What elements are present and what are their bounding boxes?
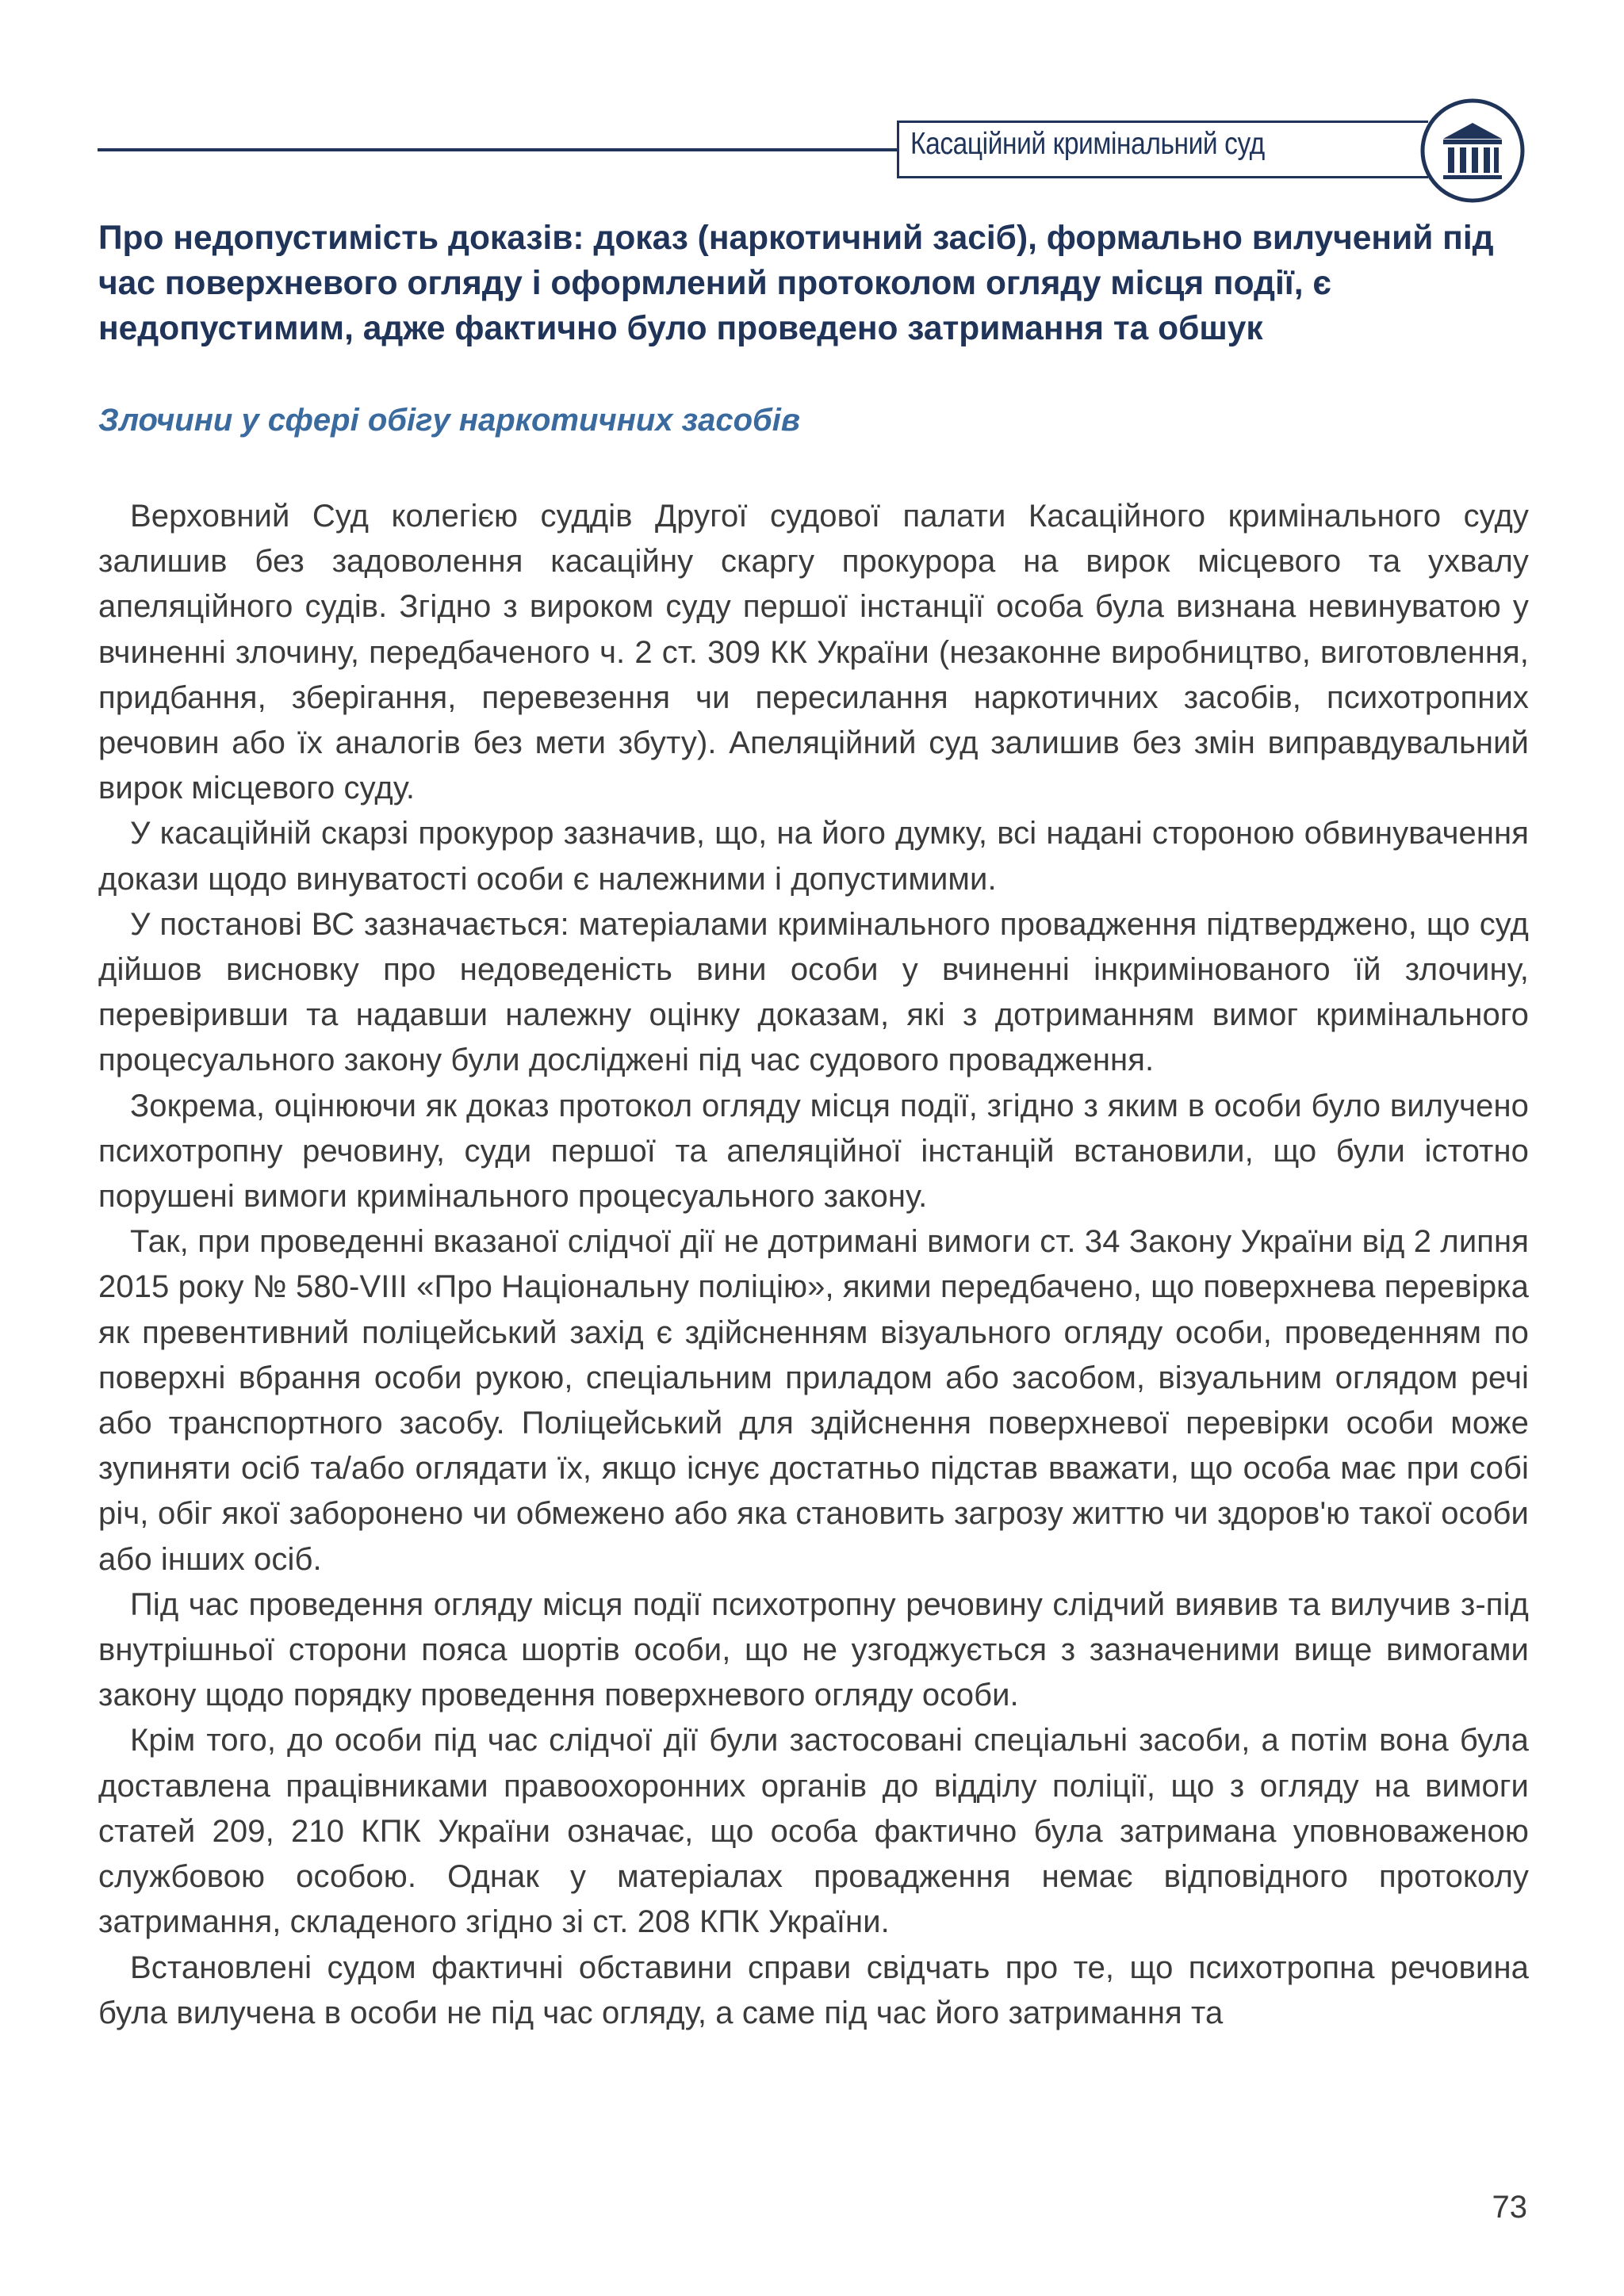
header-court-name: Касаційний кримінальний суд xyxy=(910,127,1265,161)
body-paragraph: Так, при проведенні вказаної слідчої дії не дотримані вимоги ст. 34 Закону України від 2 липня 2015 року № 580-VIII «Про Національну поліцію», якими передбачено, що поверхнева перевірка як превентивний поліцейський захід є здійсненням візуального огляду особи, проведенням по поверхні вбрання особи рукою, спеціальним приладом або засобом, візуальним оглядом речі або транспортного засобу. Поліцейський для здійснення поверхневої перевірки особи може зупиняти осіб та/або оглядати їх, якщо існує достатньо підстав вважати, що особа має при собі річ, обіг якої заборонено чи обмежено або яка становить загрозу життю чи здоров'ю такої особи або інших осіб. xyxy=(98,1224,1529,1577)
body-paragraph: У постанові ВС зазначається: матеріалами кримінального провадження підтверджено, що суд дійшов висновку про недоведеність вини особи у вчиненні інкримінованого їй злочину, перевіривши та надавши належну оцінку доказам, які з дотриманням вимог кримінального процесуального закону були досліджені під час судового провадження. xyxy=(98,906,1529,1078)
document-body xyxy=(98,494,1529,2036)
body-paragraph: У касаційній скарзі прокурор зазначив, що, на його думку, всі надані стороною обвинувачення докази щодо винуватості особи є належними і допустимими. xyxy=(98,816,1529,897)
body-paragraph: Під час проведення огляду місця події психотропну речовину слідчий виявив та вилучив з-під внутрішньої сторони пояса шортів особи, що не узгоджується з зазначеними вище вимогами закону щодо порядку проведення поверхневого огляду особи. xyxy=(98,1586,1529,1713)
document-heading: Про недопустимість доказів: доказ (наркотичний засіб), формально вилучений під час поверхневого огляду і оформлений протоколом огляду місця події, є недопустимим, адже фактично було проведено затримання та обшук xyxy=(98,220,1494,347)
body-paragraph: Встановлені судом фактичні обставини справи свідчать про те, що психотропна речовина була вилучена в особи не під час огляду, а саме під час його затримання та xyxy=(98,1950,1529,2030)
body-paragraph: Крім того, до особи під час слідчої дії були застосовані спеціальні засоби, а потім вона була доставлена працівниками правоохоронних органів до відділу поліції, що з огляду на вимоги статей 209, 210 КПК України означає, що особа фактично була затримана уповноваженою службовою особою. Однак у матеріалах провадження немає відповідного протоколу затримання, складеного згідно зі ст. 208 КПК України. xyxy=(98,1723,1529,1940)
document-category: Злочини у сфері обігу наркотичних засобів xyxy=(98,403,801,438)
body-paragraph: Верховний Суд колегією суддів Другої судової палати Касаційного кримінального суду залишив без задоволення касаційну скаргу прокурора на вирок місцевого та ухвалу апеляційного судів. Згідно з вироком суду першої інстанції особа була визнана невинуватою у вчиненні злочину, передбаченого ч. 2 ст. 309 КК України (незаконне виробництво, виготовлення, придбання, зберігання, перевезення чи пересилання наркотичних засобів, психотропних речовин або їх аналогів без мети збуту). Апеляційний суд залишив без змін виправдувальний вирок місцевого суду. xyxy=(98,499,1529,806)
header-rule xyxy=(98,148,898,151)
body-paragraph: Зокрема, оцінюючи як доказ протокол огляду місця події, згідно з яким в особи було вилучено психотропну речовину, суди першої та апеляційної інстанцій встановили, що були істотно порушені вимоги кримінального процесуального закону. xyxy=(98,1088,1529,1215)
page-number: 73 xyxy=(1492,2190,1527,2225)
court-building-icon xyxy=(1419,98,1526,204)
